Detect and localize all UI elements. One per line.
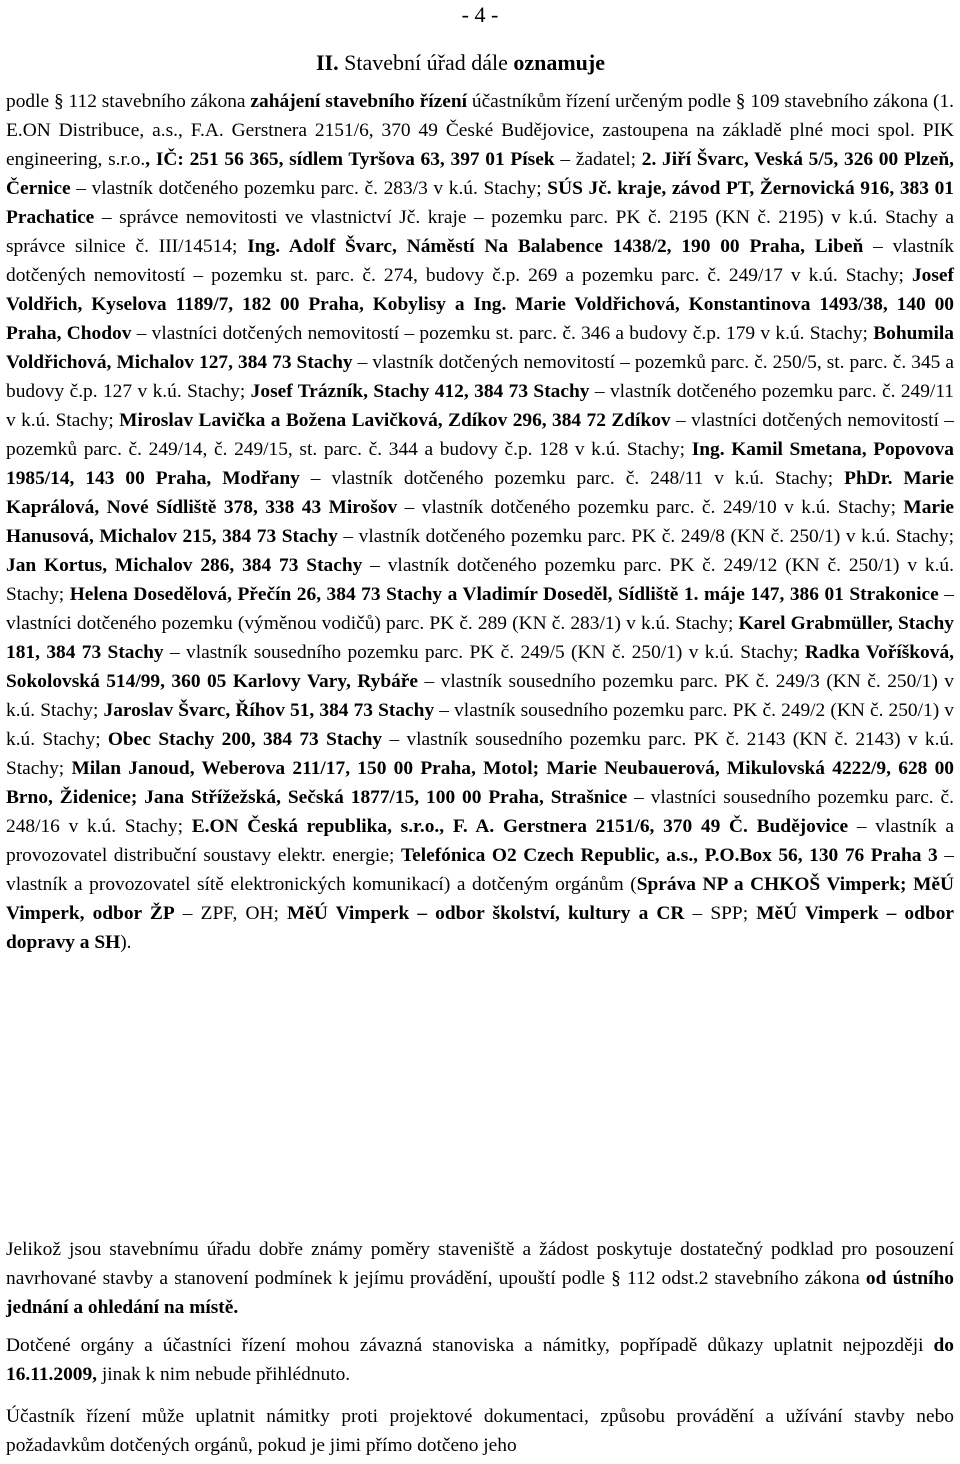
text-run-bold: Jaroslav Švarc, Říhov 51, 384 73 Stachy: [103, 700, 435, 721]
paragraph-objections: [6, 1402, 954, 1460]
text-run-bold: MěÚ Vimperk – odbor školství, kultury a CR: [286, 903, 685, 924]
text-run: – vlastník sousedního pozemku parc. PK č. 2143 (KN č. 2143) v k.ú. Stachy;: [6, 729, 954, 779]
paragraph-deadline: [6, 1331, 954, 1389]
text-run: Jelikož jsou stavebnímu úřadu dobře známy poměry staveniště a žádost poskytuje dostatečný podklad pro posouzení navrhované stavby a stanovení podmínek k jejímu provádění, upouští podle § 112 odst.2 stavebního zákona: [6, 1239, 954, 1289]
text-run-bold: SÚS Jč. kraje, závod PT, Žernovická 916, 383 01 Prachatice: [6, 178, 954, 228]
text-run-bold: od ústního jednání a ohledání na místě.: [6, 1268, 955, 1318]
section-number: II.: [316, 50, 339, 75]
text-run: – správce nemovitosti ve vlastnictví Jč. kraje – pozemku parc. PK č. 2195 (KN č. 2195) v k.ú. Stachy a správce silnice č. III/14514;: [6, 207, 954, 257]
text-run: – vlastníci dotčených nemovitostí – pozemků parc. č. 249/14, č. 249/15, st. parc. č. 344 a budovy č.p. 128 v k.ú. Stachy;: [6, 410, 954, 460]
text-run-bold: Radka Voříšková, Sokolovská 514/99, 360 05 Karlovy Vary, Rybáře: [6, 642, 954, 692]
text-run-bold: Bohumila Voldřichová, Michalov 127, 384 73 Stachy: [6, 323, 955, 373]
text-run-bold: PhDr. Marie Kaprálová, Nové Sídliště 378, 338 43 Mirošov: [6, 468, 954, 518]
text-run: – vlastník dotčeného pozemku parc. č. 248/11 v k.ú. Stachy;: [299, 468, 845, 489]
text-run-bold: Obec Stachy 200, 384 73 Stachy: [107, 729, 383, 750]
text-run-bold: Josef Trázník, Stachy 412, 384 73 Stachy: [250, 381, 590, 402]
text-run-bold: Helena Dosedělová, Přečín 26, 384 73 Stachy a Vladimír Doseděl, Sídliště 1. máje 147, 386 01 Strakonice: [69, 584, 939, 605]
text-run: – vlastník dotčeného pozemku parc. PK č. 249/12 (KN č. 250/1) v k.ú. Stachy;: [6, 555, 954, 605]
text-run: – vlastník dotčených nemovitostí – pozemků parc. č. 250/5, st. parc. č. 345 a budovy č.p. 127 v k.ú. Stachy;: [6, 352, 955, 402]
text-run-bold: Ing. Adolf Švarc, Náměstí Na Balabence 1438/2, 190 00 Praha, Libeň: [247, 236, 864, 257]
text-run-bold: , IČ: 251 56 365, sídlem Tyršova 63, 397 01 Písek: [145, 149, 555, 170]
paragraph-participants: [6, 87, 954, 957]
text-run: ).: [120, 932, 132, 953]
text-run: – vlastník a provozovatel sítě elektronických komunikací) a dotčeným orgánům (: [6, 845, 954, 895]
text-run-bold: Ing. Kamil Smetana, Popovova 1985/14, 143 00 Praha, Modřany: [6, 439, 954, 489]
text-run: Účastník řízení může uplatnit námitky proti projektové dokumentaci, způsobu provádění a užívání stavby nebo požadavkům dotčených orgánů, pokud je jimi přímo dotčeno jeho: [6, 1406, 954, 1456]
text-run: – SPP;: [684, 903, 757, 924]
text-run: – vlastník dotčeného pozemku parc. PK č. 249/8 (KN č. 250/1) v k.ú. Stachy;: [337, 526, 954, 547]
text-run-bold: Telefónica O2 Czech Republic, a.s., P.O.Box 56, 130 76 Praha 3: [400, 845, 938, 866]
text-run: Dotčené orgány a účastníci řízení mohou závazná stanoviska a námitky, popřípadě důkazy uplatnit nejpozději: [6, 1335, 934, 1356]
text-run-bold: zahájení stavebního řízení: [250, 91, 467, 112]
text-run: – vlastník sousedního pozemku parc. PK č. 249/3 (KN č. 250/1) v k.ú. Stachy;: [6, 671, 955, 721]
page-number: - 4 -: [461, 2, 499, 27]
text-run: – vlastník dotčeného pozemku parc. č. 249/11 v k.ú. Stachy;: [6, 381, 954, 431]
text-run-bold: MěÚ Vimperk – odbor dopravy a SH: [6, 903, 954, 953]
text-run: – vlastník sousedního pozemku parc. PK č. 249/5 (KN č. 250/1) v k.ú. Stachy;: [163, 642, 805, 663]
text-run: – vlastník dotčeného pozemku parc. č. 283/3 v k.ú. Stachy;: [70, 178, 548, 199]
text-run-bold: Milan Janoud, Weberova 211/17, 150 00 Praha, Motol; Marie Neubauerová, Mikulovská 4222/9, 628 00 Brno, Židenice; Jana Střížežská, Sečská 1877/15, 100 00 Praha, Strašnice: [6, 758, 954, 808]
text-run: – žadatel;: [554, 149, 642, 170]
text-run: – vlastníci dotčených nemovitostí – pozemku st. parc. č. 346 a budovy č.p. 179 v k.ú. Stachy;: [131, 323, 874, 344]
text-run: – vlastník a provozovatel distribuční soustavy elektr. energie;: [6, 816, 954, 866]
paragraph-no-oral-hearing: [6, 1235, 954, 1322]
section-heading-text: Stavební úřad dále: [338, 50, 514, 75]
text-run: jinak k nim nebude přihlédnuto.: [97, 1364, 351, 1385]
text-run-bold: E.ON Česká republika, s.r.o., F. A. Gerstnera 2151/6, 370 49 Č. Budějovice: [191, 816, 849, 837]
text-run: – vlastníci dotčeného pozemku (výměnou vodičů) parc. PK č. 289 (KN č. 283/1) v k.ú. Stachy;: [6, 584, 954, 634]
text-run: – ZPF, OH;: [174, 903, 287, 924]
text-run-bold: do 16.11.2009,: [6, 1335, 954, 1385]
text-run-bold: Miroslav Lavička a Božena Lavičková, Zdíkov 296, 384 72 Zdíkov: [119, 410, 671, 431]
text-run-bold: 2. Jiří Švarc, Veská 5/5, 326 00 Plzeň, Černice: [6, 149, 954, 199]
text-run: – vlastník dotčeného pozemku parc. č. 249/10 v k.ú. Stachy;: [397, 497, 904, 518]
text-run-bold: Správa NP a CHKOŠ Vimperk; MěÚ Vimperk, odbor ŽP: [6, 874, 954, 924]
text-run-bold: Josef Voldřich, Kyselova 1189/7, 182 00 Praha, Kobylisy a Ing. Marie Voldřichová, Konstantinova 1493/38, 140 00 Praha, Chodov: [6, 265, 954, 344]
text-run-bold: Jan Kortus, Michalov 286, 384 73 Stachy: [6, 555, 363, 576]
text-run: – vlastník dotčených nemovitostí – pozemku st. parc. č. 274, budovy č.p. 269 a pozemku parc. č. 249/17 v k.ú. Stachy;: [6, 236, 954, 286]
text-run-bold: Marie Hanusová, Michalov 215, 384 73 Stachy: [6, 497, 955, 547]
section-heading: [316, 50, 605, 76]
text-run: podle § 112 stavebního zákona: [6, 91, 251, 112]
text-run: – vlastníci sousedního pozemku parc. č. 248/16 v k.ú. Stachy;: [6, 787, 955, 837]
text-run: – vlastník sousedního pozemku parc. PK č. 249/2 (KN č. 250/1) v k.ú. Stachy;: [6, 700, 954, 750]
text-run: účastníkům řízení určeným podle § 109 stavebního zákona (1. E.ON Distribuce, a.s., F.A. Gerstnera 2151/6, 370 49 České Budějovice, zastoupena na základě plné moci spol. PIK engineering, s.r.o.: [6, 91, 954, 170]
section-heading-keyword: oznamuje: [513, 50, 606, 75]
text-run-bold: Karel Grabmüller, Stachy 181, 384 73 Stachy: [6, 613, 954, 663]
